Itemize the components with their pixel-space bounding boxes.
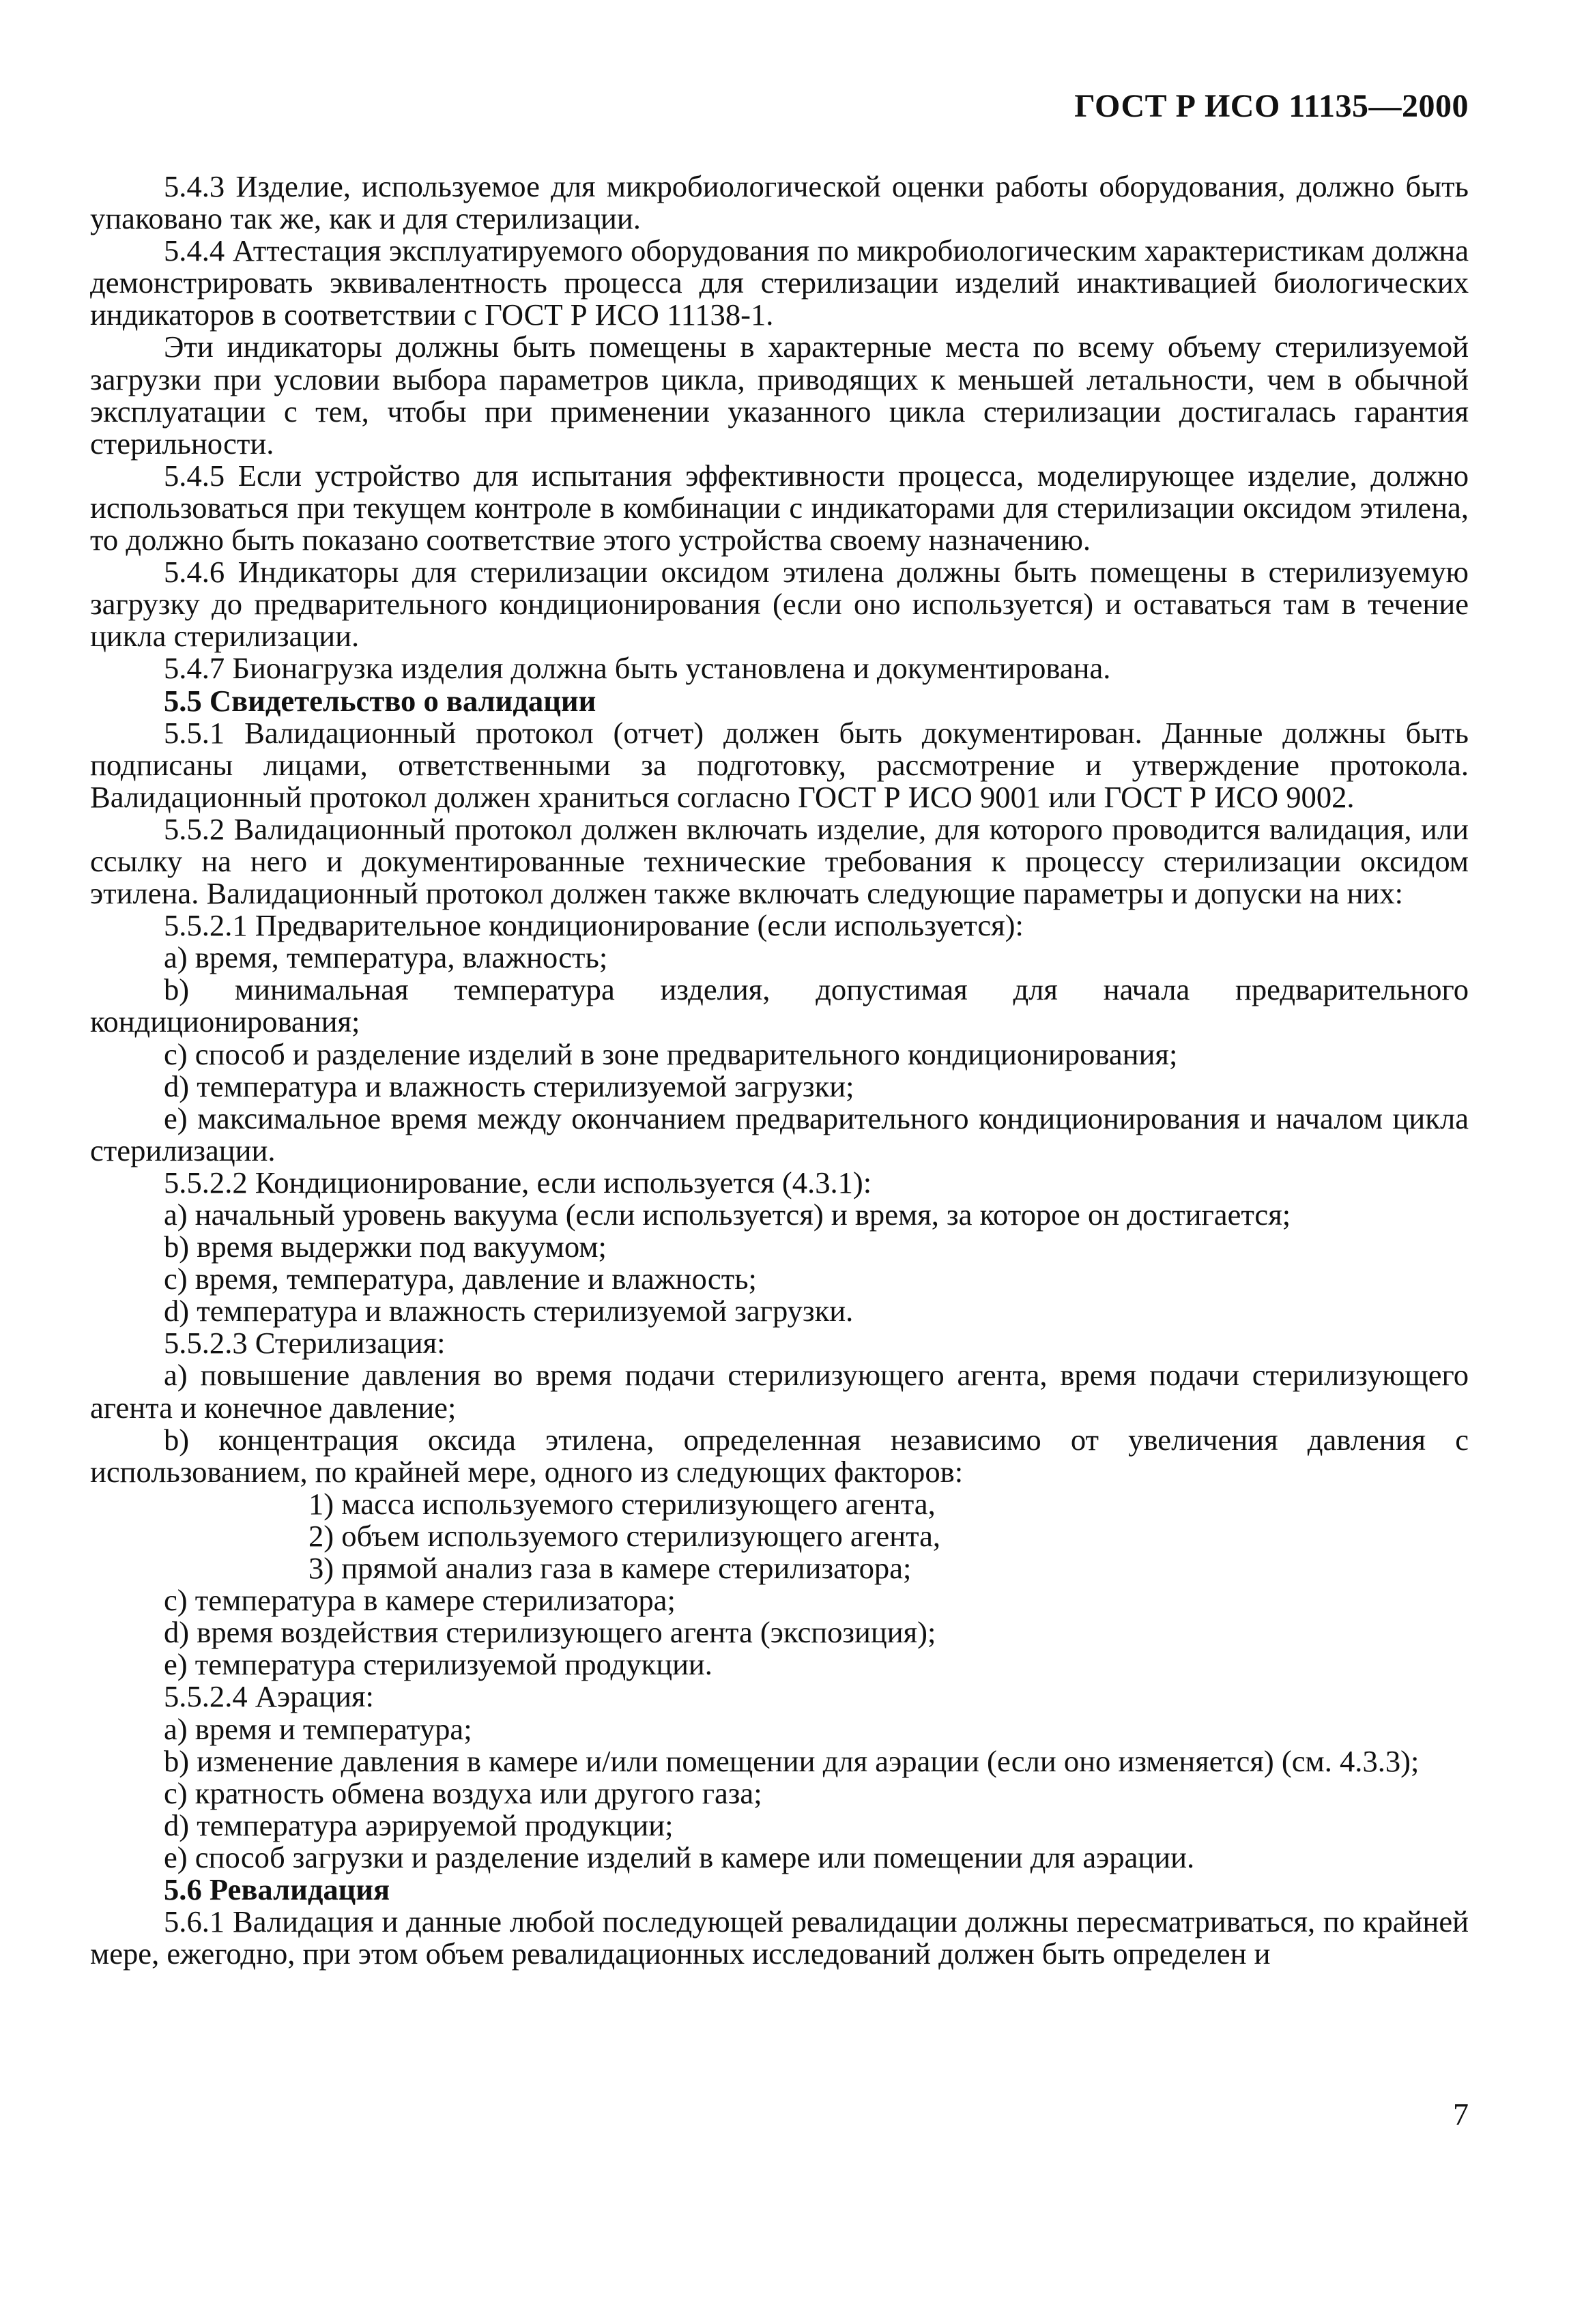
list-item: e) максимальное время между окончанием предварительного кондиционирования и началом цикла стерилизации. xyxy=(90,1101,1469,1167)
list-item: b) концентрация оксида этилена, определенная независимо от увеличения давления с использованием, по крайней мере, одного из следующих факторов: xyxy=(90,1422,1469,1489)
list-item: c) способ и разделение изделий в зоне предварительного кондиционирования; xyxy=(164,1036,1178,1071)
paragraph-5-4-6: 5.4.6 Индикаторы для стерилизации оксидом этилена должны быть помещены в стерилизуемую загрузку до предварительного кондиционирования (если оно используется) и оставаться там в течение цикла стерилизации. xyxy=(90,555,1469,654)
section-heading-5-6: 5.6 Ревалидация xyxy=(164,1872,390,1906)
list-item: c) температура в камере стерилизатора; xyxy=(164,1583,676,1618)
list-item: e) способ загрузки и разделение изделий в камере или помещении для аэрации. xyxy=(164,1840,1195,1874)
sub-list-item: 2) объем используемого стерилизующего агента, xyxy=(308,1518,941,1553)
paragraph-5-6-1: 5.6.1 Валидация и данные любой последующей ревалидации должны пересматриваться, по крайней мере, ежегодно, при этом объем ревалидационных исследований должен быть определен и xyxy=(90,1904,1469,1971)
list-item: d) время воздействия стерилизующего агента (экспозиция); xyxy=(164,1615,936,1650)
paragraph-5-5-2-2: 5.5.2.2 Кондиционирование, если используется (4.3.1): xyxy=(164,1165,872,1200)
list-item: b) время выдержки под вакуумом; xyxy=(164,1230,607,1264)
list-item: d) температура и влажность стерилизуемой загрузки; xyxy=(164,1069,854,1103)
list-item: e) температура стерилизуемой продукции. xyxy=(164,1647,712,1682)
paragraph-5-4-3: 5.4.3 Изделие, используемое для микробиологической оценки работы оборудования, должно быть упаковано так же, как и для стерилизации. xyxy=(90,169,1469,236)
list-item: a) время и температура; xyxy=(164,1711,472,1746)
paragraph-indicators: Эти индикаторы должны быть помещены в характерные места по всему объему стерилизуемой загрузки при условии выбора параметров цикла, приводящих к меньшей летальности, чем в обычной эксплуатации с тем, чтобы при применении указанного цикла стерилизации достигалась гарантия стерильности. xyxy=(90,330,1469,461)
paragraph-5-5-2: 5.5.2 Валидационный протокол должен включать изделие, для которого проводится валидация, или ссылку на него и документированные технические требования к процессу стерилизации оксидом этилена. Валидационный протокол должен также включать следующие параметры и допуски на них: xyxy=(90,811,1469,911)
list-item: d) температура аэрируемой продукции; xyxy=(164,1807,674,1842)
list-item: a) время, температура, влажность; xyxy=(164,940,608,975)
list-item: c) кратность обмена воздуха или другого газа; xyxy=(164,1775,762,1810)
document-body xyxy=(90,171,1469,1970)
standard-header: ГОСТ Р ИСО 11135—2000 xyxy=(1074,88,1469,124)
paragraph-5-5-1: 5.5.1 Валидационный протокол (отчет) должен быть документирован. Данные должны быть подписаны лицами, ответственными за подготовку, рассмотрение и утверждение протокола. Валидационный протокол должен храниться согласно ГОСТ Р ИСО 9001 или ГОСТ Р ИСО 9002. xyxy=(90,715,1469,814)
paragraph-5-5-2-4: 5.5.2.4 Аэрация: xyxy=(164,1679,374,1714)
list-item: c) время, температура, давление и влажность; xyxy=(164,1262,757,1296)
sub-list-item: 1) масса используемого стерилизующего агента, xyxy=(308,1486,936,1521)
sub-list-item: 3) прямой анализ газа в камере стерилизатора; xyxy=(308,1551,912,1586)
paragraph-5-4-7: 5.4.7 Бионагрузка изделия должна быть установлена и документирована. xyxy=(164,651,1111,686)
paragraph-5-4-4: 5.4.4 Аттестация эксплуатируемого оборудования по микробиологическим характеристикам должна демонстрировать эквивалентность процесса для стерилизации изделий инактивацией биологических индикаторов в соответствии с ГОСТ Р ИСО 11138-1. xyxy=(90,233,1469,332)
paragraph-5-4-5: 5.4.5 Если устройство для испытания эффективности процесса, моделирующее изделие, должно использоваться при текущем контроле в комбинации с индикаторами для стерилизации оксидом этилена, то должно быть показано соответствие этого устройства своему назначению. xyxy=(90,458,1469,557)
page-number: 7 xyxy=(1453,2097,1469,2132)
paragraph-5-5-2-1: 5.5.2.1 Предварительное кондиционирование (если используется): xyxy=(164,908,1024,943)
list-item: b) изменение давления в камере и/или помещении для аэрации (если оно изменяется) (см. 4.3.3); xyxy=(164,1743,1420,1778)
paragraph-5-5-2-3: 5.5.2.3 Стерилизация: xyxy=(164,1326,446,1361)
list-item: d) температура и влажность стерилизуемой загрузки. xyxy=(164,1294,854,1328)
list-item: b) минимальная температура изделия, допустимая для начала предварительного кондиционирования; xyxy=(90,972,1469,1039)
list-item: a) начальный уровень вакуума (если используется) и время, за которое он достигается; xyxy=(164,1197,1291,1232)
list-item: a) повышение давления во время подачи стерилизующего агента, время подачи стерилизующего агента и конечное давление; xyxy=(90,1358,1469,1425)
section-heading-5-5: 5.5 Свидетельство о валидации xyxy=(164,683,596,718)
